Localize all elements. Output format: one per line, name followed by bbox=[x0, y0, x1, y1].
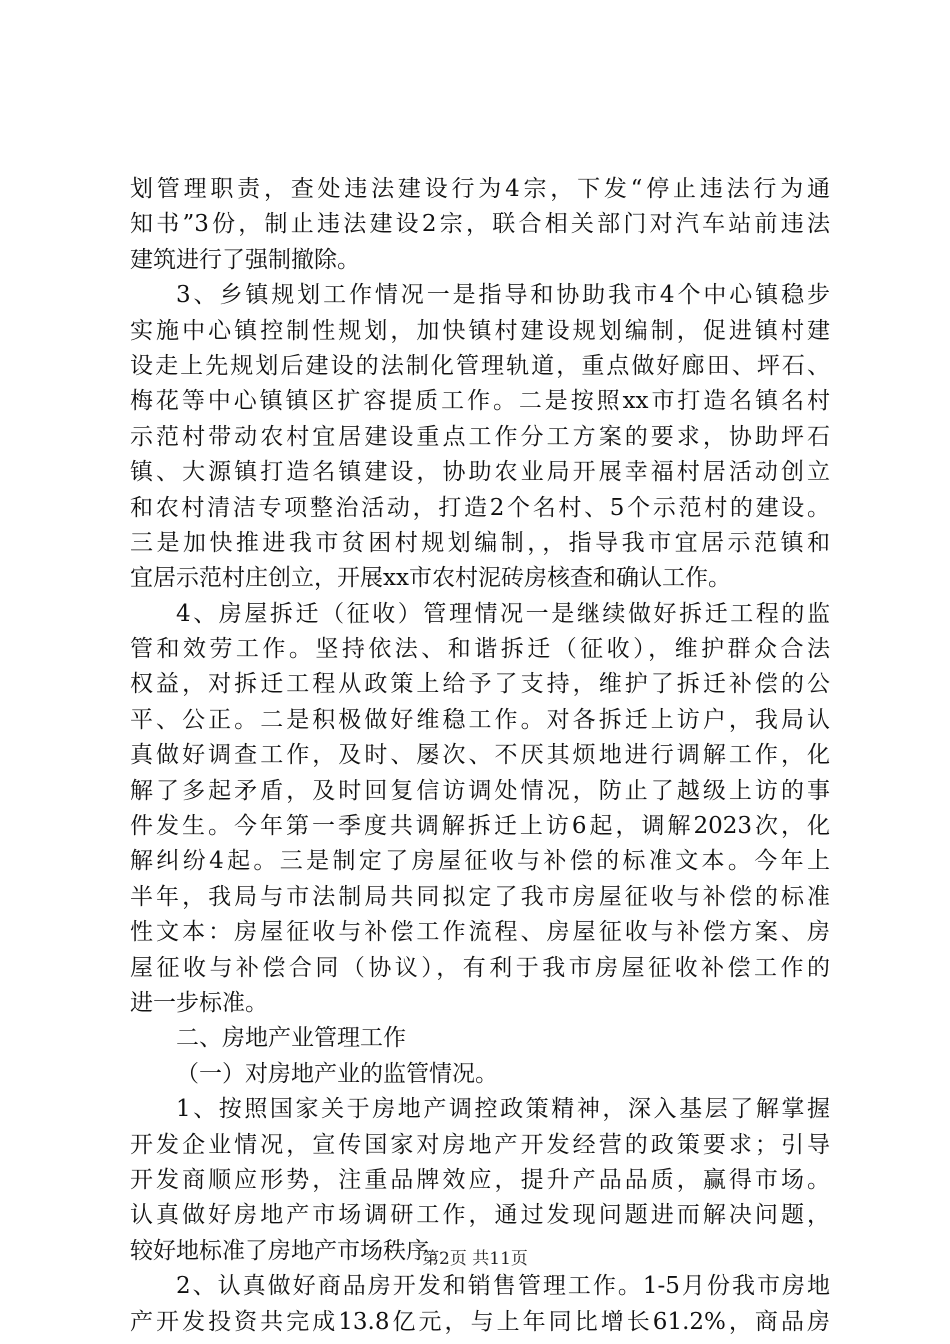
text-line: 2、认真做好商品房开发和销售管理工作。1-5月份我市房地 bbox=[176, 1273, 830, 1300]
text-line: 认真做好房地产市场调研工作，通过发现问题进而解决问题， bbox=[130, 1202, 830, 1229]
text-line: 开发商顺应形势，注重品牌效应，提升产品品质，赢得市场。 bbox=[130, 1166, 830, 1193]
section-heading: 二、房地产业管理工作 bbox=[176, 1025, 406, 1052]
text-line: 宜居示范村庄创立，开展xx市农村泥砖房核查和确认工作。 bbox=[130, 565, 731, 592]
text-line: 平、公正。二是积极做好维稳工作。对各拆迁上访户，我局认 bbox=[130, 706, 830, 733]
subsection-heading: （一）对房地产业的监管情况。 bbox=[176, 1060, 498, 1087]
text-line: 较好地标准了房地产市场秩序。 bbox=[130, 1237, 452, 1264]
text-line: 屋征收与补偿合同（协议），有利于我市房屋征收补偿工作的 bbox=[130, 954, 830, 981]
document-body bbox=[130, 172, 830, 1340]
text-line: 解了多起矛盾，及时回复信访调处情况，防止了越级上访的事 bbox=[130, 777, 830, 804]
text-line: 建筑进行了强制撤除。 bbox=[130, 246, 360, 273]
text-line: 4、房屋拆迁（征收）管理情况一是继续做好拆迁工程的监 bbox=[176, 600, 830, 627]
text-line: 3、乡镇规划工作情况一是指导和协助我市4个中心镇稳步 bbox=[176, 282, 830, 309]
text-line: 半年，我局与市法制局共同拟定了我市房屋征收与补偿的标准 bbox=[130, 883, 830, 910]
text-line: 件发生。今年第一季度共调解拆迁上访6起，调解2023次，化 bbox=[130, 813, 830, 840]
text-line: 梅花等中心镇镇区扩容提质工作。二是按照xx市打造名镇名村 bbox=[130, 388, 830, 415]
text-line: 1、按照国家关于房地产调控政策精神，深入基层了解掌握 bbox=[176, 1096, 830, 1123]
text-line: 示范村带动农村宜居建设重点工作分工方案的要求，协助坪石 bbox=[130, 423, 830, 450]
text-line: 开发企业情况，宣传国家对房地产开发经营的政策要求；引导 bbox=[130, 1131, 830, 1158]
text-line: 三是加快推进我市贫困村规划编制，，指导我市宜居示范镇和 bbox=[130, 529, 830, 556]
text-line: 真做好调查工作，及时、屡次、不厌其烦地进行调解工作，化 bbox=[130, 742, 830, 769]
page-number: 第2页 共11页 bbox=[422, 1249, 528, 1269]
text-line: 产开发投资共完成13.8亿元，与上年同比增长61.2%，商品房 bbox=[130, 1308, 830, 1335]
text-line: 划管理职责，查处违法建设行为4宗，下发“停止违法行为通 bbox=[130, 176, 830, 202]
text-line: 知书”3份，制止违法建设2宗，联合相关部门对汽车站前违法 bbox=[130, 211, 830, 238]
text-line: 解纠纷4起。三是制定了房屋征收与补偿的标准文本。今年上 bbox=[130, 848, 830, 875]
text-line: 设走上先规划后建设的法制化管理轨道，重点做好廊田、坪石、 bbox=[130, 352, 830, 379]
text-line: 镇、大源镇打造名镇建设，协助农业局开展幸福村居活动创立 bbox=[130, 459, 830, 486]
text-line: 和农村清洁专项整治活动，打造2个名村、5个示范村的建设。 bbox=[130, 494, 830, 521]
text-line: 实施中心镇控制性规划，加快镇村建设规划编制，促进镇村建 bbox=[130, 317, 830, 344]
text-line: 性文本：房屋征收与补偿工作流程、房屋征收与补偿方案、房 bbox=[130, 919, 830, 946]
text-line: 权益，对拆迁工程从政策上给予了支持，维护了拆迁补偿的公 bbox=[130, 671, 830, 698]
text-line: 进一步标准。 bbox=[130, 989, 268, 1016]
text-line: 管和效劳工作。坚持依法、和谐拆迁（征收），维护群众合法 bbox=[130, 636, 830, 663]
